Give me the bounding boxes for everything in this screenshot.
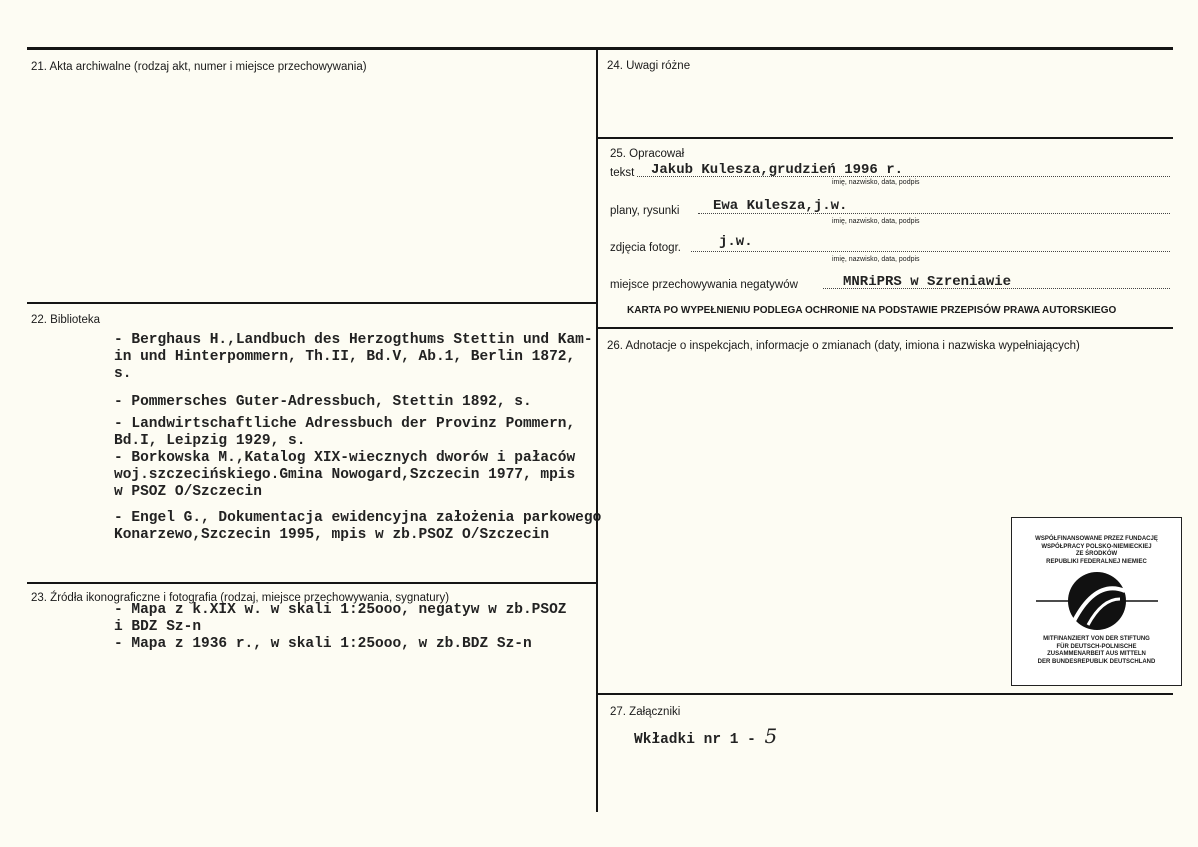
library-entry: - Landwirtschaftliche Adressbuch der Provinz Pommern, Bd.I, Leipzig 1929, s.: [114, 416, 576, 449]
rule-21-22: [27, 302, 597, 304]
attachments-value: Wkładki nr 1 - 5: [634, 724, 778, 748]
section-22-label: 22. Biblioteka: [31, 314, 101, 326]
plany-label: plany, rysunki: [610, 205, 680, 217]
tekst-value: Jakub Kulesza,grudzień 1996 r.: [651, 162, 904, 178]
library-entry: - Engel G., Dokumentacja ewidencyjna założenia parkowego Konarzewo,Szczecin 1995, mpis w zb.PSOZ O/Szczecin: [114, 510, 602, 543]
iconography-entry: - Mapa z k.XIX w. w skali 1:25ooo, negatyw w zb.PSOZ i BDZ Sz-n: [114, 602, 567, 635]
zdjecia-caption: imię, nazwisko, data, podpis: [832, 256, 920, 263]
handwritten-number: 5: [764, 724, 778, 748]
tekst-label: tekst: [610, 167, 635, 179]
negatywy-value: MNRiPRS w Szreniawie: [843, 274, 1012, 290]
iconography-entry: - Mapa z 1936 r., w skali 1:25ooo, w zb.BDZ Sz-n: [114, 636, 532, 652]
sponsor-box: [1011, 517, 1182, 686]
section-23-label: 23. Źródła ikonograficzne i fotografia (rodzaj, miejsce przechowywania, sygnatury): [31, 592, 450, 604]
zdjecia-dots: [691, 251, 1170, 252]
plany-value: Ewa Kulesza,j.w.: [713, 198, 848, 214]
top-rule: [27, 47, 1173, 50]
sponsor-text-pl: WSPÓŁFINANSOWANE PRZEZ FUNDACJĘ WSPÓŁPRACY POLSKO-NIEMIECKIEJ ZE ŚRODKÓW REPUBLIKI FEDERALNEJ NIEMIEC: [1035, 536, 1158, 565]
center-divider: [596, 49, 598, 812]
section-27-label: 27. Załączniki: [610, 706, 681, 718]
rule-22-23: [27, 582, 597, 584]
section-26-label: 26. Adnotacje o inspekcjach, informacje o zmianach (daty, imiona i nazwiska wypełniających): [607, 340, 1080, 352]
rule-25-26: [597, 327, 1173, 329]
rule-26-27: [597, 693, 1173, 695]
section-21-label: 21. Akta archiwalne (rodzaj akt, numer i miejsce przechowywania): [31, 61, 367, 73]
zdjecia-value: j.w.: [719, 234, 753, 250]
library-entry: - Berghaus H.,Landbuch des Herzogthums Stettin und Kam- in und Hinterpommern, Th.II, Bd.V, Ab.1, Berlin 1872, s.: [114, 332, 593, 382]
library-entry: - Pommersches Guter-Adressbuch, Stettin 1892, s.: [114, 394, 532, 410]
sponsor-text-de: MITFINANZIERT VON DER STIFTUNG FÜR DEUTSCH-POLNISCHE ZUSAMMENARBEIT AUS MITTELN DER BUNDESREPUBLIK DEUTSCHLAND: [1037, 636, 1156, 665]
rule-24-25: [597, 137, 1173, 139]
negatywy-label: miejsce przechowywania negatywów: [610, 279, 798, 291]
section-25-label: 25. Opracował: [610, 148, 685, 160]
foundation-logo-icon: [1036, 569, 1158, 633]
copyright-notice: KARTA PO WYPEŁNIENIU PODLEGA OCHRONIE NA PODSTAWIE PRZEPISÓW PRAWA AUTORSKIEGO: [627, 305, 1117, 316]
tekst-caption: imię, nazwisko, data, podpis: [832, 179, 920, 186]
plany-caption: imię, nazwisko, data, podpis: [832, 218, 920, 225]
zdjecia-label: zdjęcia fotogr.: [610, 242, 681, 254]
library-entry: - Borkowska M.,Katalog XIX-wiecznych dworów i pałaców woj.szczecińskiego.Gmina Nowogard,Szczecin 1977, mpis w PSOZ O/Szczecin: [114, 450, 576, 500]
section-24-label: 24. Uwagi różne: [607, 60, 691, 72]
